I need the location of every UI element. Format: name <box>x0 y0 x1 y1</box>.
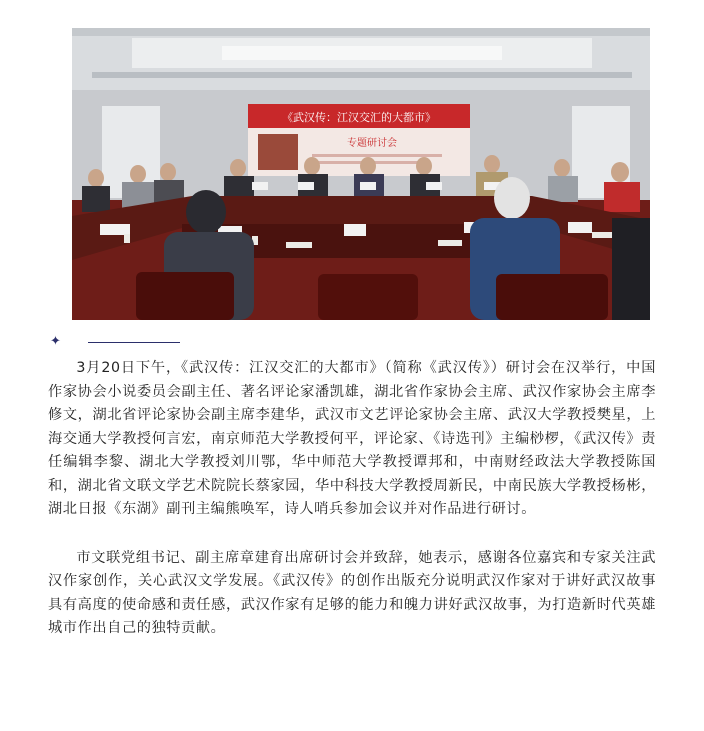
meeting-scene <box>72 28 650 320</box>
paragraph-1: 3月20日下午，《武汉传：江汉交汇的大都市》（简称《武汉传》）研讨会在汉举行，中国作家协会小说委员会副主任、著名评论家潘凯雄，湖北省作家协会主席、武汉作家协会主席李修文，湖北省评论家协会副主席李建华，武汉市文艺评论家协会主席、武汉大学教授樊星，上海交通大学教授何言宏，南京师范大学教授何平，评论家、《诗选刊》主编桫椤，《武汉传》责任编辑李黎、湖北大学教授刘川鄂，华中师范大学教授谭邦和，中南财经政法大学教授陈国和，湖北省文联文学艺术院院长蔡家园，华中科技大学教授周新民，中南民族大学教授杨彬，湖北日报《东湖》副刊主编熊唤军，诗人哨兵参加会议并对作品进行研讨。 <box>48 360 656 517</box>
meeting-photo <box>72 28 650 320</box>
divider-line <box>88 342 180 343</box>
banner-subtitle: 专题研讨会 <box>347 138 397 149</box>
paragraph-2: 市文联党组书记、副主席章建育出席研讨会并致辞，她表示，感谢各位嘉宾和专家关注武汉作家创作，关心武汉文学发展。《武汉传》的创作出版充分说明武汉作家对于讲好武汉故事具有高度的使命感和责任感，武汉作家有足够的能力和魄力讲好武汉故事，为打造新时代英雄城市作出自己的独特贡献。 <box>48 549 656 636</box>
section-divider <box>50 334 190 350</box>
article-body <box>48 357 656 641</box>
diamond-star-icon: ✦ <box>50 334 61 349</box>
banner-title: 《武汉传：江汉交汇的大都市》 <box>282 111 436 124</box>
